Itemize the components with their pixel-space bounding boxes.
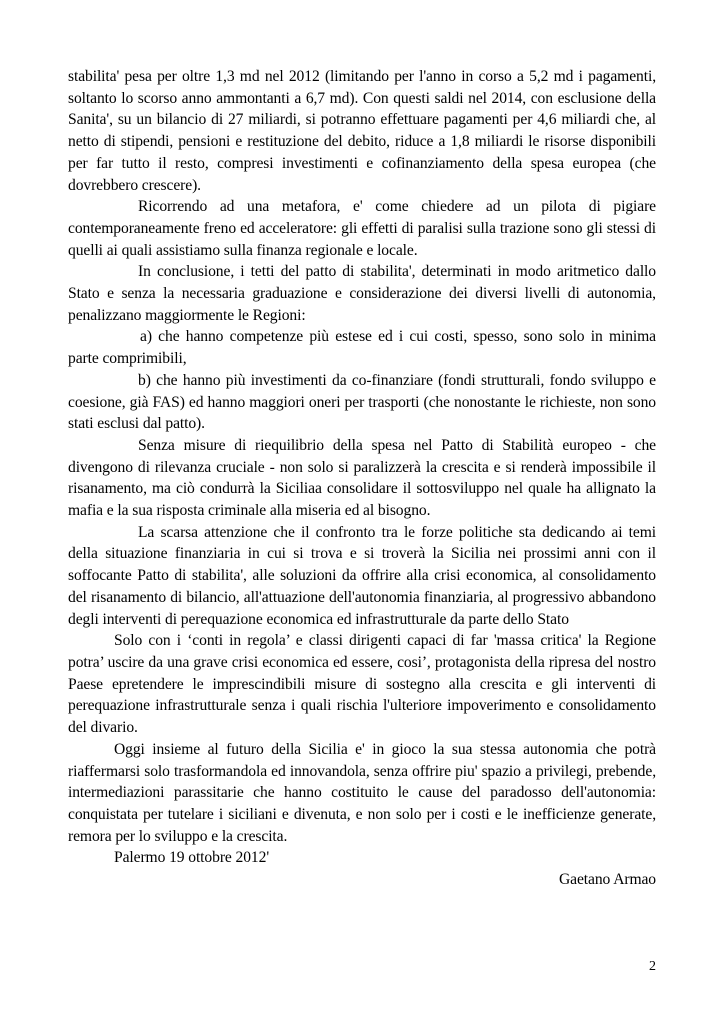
paragraph-metaphor: Ricorrendo ad una metafora, e' come chiedere ad un pilota di pigiare contemporaneamente freno ed acceleratore: gli effetti di paralisi sulla trazione sono gli stessi di quelli ai quali assistiamo sulla finanza regionale e locale. <box>68 198 656 259</box>
signature: Gaetano Armao <box>559 871 656 889</box>
page-number: 2 <box>649 959 656 974</box>
paragraph-attention: La scarsa attenzione che il confronto tra le forze politiche sta dedicando ai temi della situazione finanziaria in cui si trova e si troverà la Sicilia nei prossimi anni con il soffocante Patto di stabilita', alle soluzioni da offrire alla crisi economica, al consolidamento del risanamento di bilancio, all'attuazione dell'autonomia finanziaria, al progressivo abbandono degli interventi di perequazione economica ed infrastrutturale da parte dello Stato <box>68 523 656 628</box>
body-text <box>68 66 656 891</box>
paragraph-continuation: stabilita' pesa per oltre 1,3 md nel 2012 (limitando per l'anno in corso a 5,2 md i pagamenti, soltanto lo scorso anno ammontanti a 6,7 md). Con questi saldi nel 2014, con esclusione della Sanita', su un bilancio di 27 miliardi, si potranno effettuare pagamenti per 4,6 miliardi che, al netto di stipendi, pensioni e restituzione del debito, riduce a 1,8 miliardi le risorse disponibili per far tutto il resto, compresi investimenti e cofinanziamento della spesa europea (che dovrebbero crescere). <box>68 68 656 194</box>
paragraph-conclusion: In conclusione, i tetti del patto di stabilita', determinati in modo aritmetico dallo Stato e senza la necessaria graduazione e considerazione dei diversi livelli di autonomia, penalizzano maggiormente le Regioni: <box>68 263 656 324</box>
paragraph-autonomy: Oggi insieme al futuro della Sicilia e' in gioco la sua stessa autonomia che potrà riaffermarsi solo trasformandola ed innovandola, senza offrire piu' spazio a privilegi, prebende, intermediazioni parassitarie che hanno costituito le cause del paradosso dell'autonomia: conquistata per tutelare i siciliani e divenuta, e non solo per i costi e le inefficienze generate, remora per lo sviluppo e la crescita. <box>68 740 656 845</box>
date-line: Palermo 19 ottobre 2012' <box>114 849 270 867</box>
list-item-b: b) che hanno più investimenti da co-finanziare (fondi strutturali, fondo sviluppo e coesione, già FAS) ed hanno maggiori oneri per trasporti (che nonostante le richieste, non sono stati esclusi dal patto). <box>68 371 656 433</box>
list-item-a: a) che hanno competenze più estese ed i cui costi, spesso, sono solo in minima parte comprimibili, <box>68 328 656 368</box>
paragraph-accounts: Solo con i ‘conti in regola’ e classi dirigenti capaci di far 'massa critica' la Regione potra’ uscire da una grave crisi economica ed essere, cosi’, protagonista della ripresa del nostro Paese epretendere le imprescindibili misure di sostegno alla crescita e gli interventi di perequazione infrastrutturale senza i quali rischia l'ulteriore impoverimento e consolidamento del divario. <box>68 632 656 737</box>
paragraph-rebalancing: Senza misure di riequilibrio della spesa nel Patto di Stabilità europeo - che divengono di rilevanza cruciale - non solo si paralizzerà la crescita e si renderà impossibile il risanamento, ma ciò condurrà la Siciliaa consolidare il sottosviluppo nel quale ha allignato la mafia e la sua risposta criminale alla miseria ed al bisogno. <box>68 436 656 520</box>
